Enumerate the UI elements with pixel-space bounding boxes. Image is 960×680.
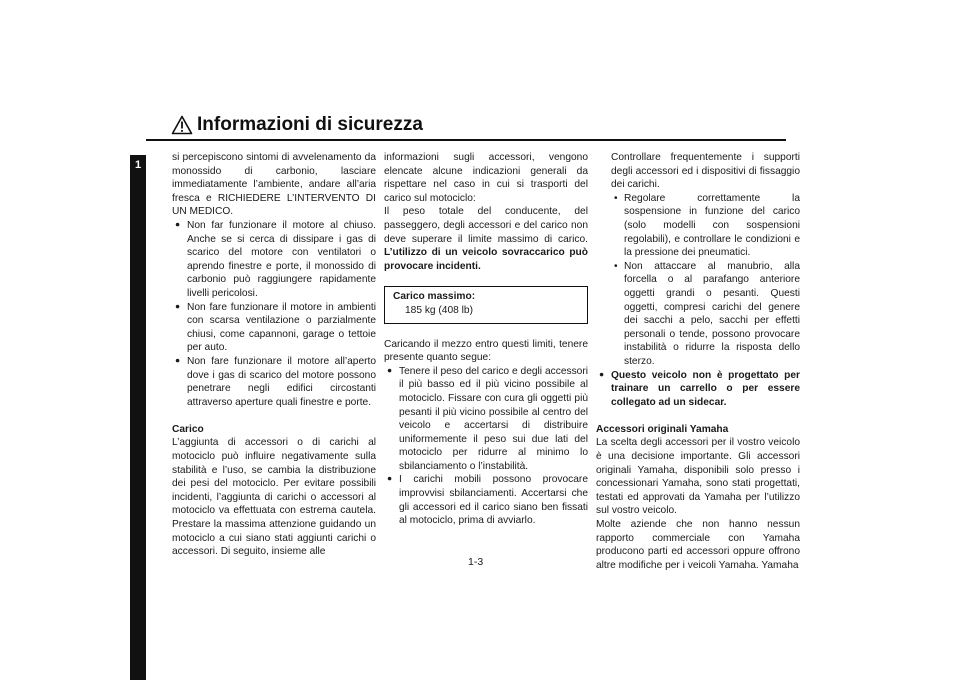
load-limit-text: Il peso totale del conducente, del passeggero, degli accessori e del carico non deve superare il limite massimo di carico. [384, 206, 588, 245]
list-item: ● I carichi mobili possono provocare improvvisi sbilanciamenti. Accertarsi che gli accessori ed il carico siano ben fissati al motociclo, prima di avviarlo. [384, 473, 588, 527]
warning-triangle-icon [171, 115, 193, 135]
chapter-number: 1 [134, 159, 142, 171]
list-item: ● Non far funzionare il motore al chiuso. Anche se si cerca di dissipare i gas di scarico del motore con ventilatori o aprendo finestre e porte, il monossido di carbonio può raggiungere rapidamente livelli pericolosi. [172, 219, 376, 301]
list-item: ● Non fare funzionare il motore in ambienti con scarsa ventilazione o parzialmente chiusi, come capannoni, garage o tettoie per auto. [172, 301, 376, 355]
accessories-paragraph: La scelta degli accessori per il vostro veicolo è una decisione importante. Gli accessori originali Yamaha, disponibili solo presso i concessionari Yamaha, sono stati progettati, testati ed approvati da Yamaha per l’utilizzo sul vostro veicolo. [596, 437, 800, 517]
list-item: ● Tenere il peso del carico e degli accessori il più basso ed il più vicino possibile al motociclo. Fissare con cura gli oggetti più pesanti il più vicino possibile al centro del veicolo e accertarsi di distribuire uniformemente il peso sui due lati del motociclo per ridurre al minimo lo sbilanciamento o l’instabilità. [384, 365, 588, 474]
co-intro-paragraph: si percepiscono sintomi di avvelenamento da monossido di carbonio, lasciare immediatamente l’ambiente, andare all’aria fresca e RICHIEDERE L’INTERVENTO DI UN MEDICO. [172, 152, 376, 218]
header-rule [146, 139, 786, 141]
accessories-paragraph-2: Molte aziende che non hanno nessun rapporto commerciale con Yamaha producono parti ed accessori oppure offrono altre modifiche per i veicoli Yamaha. Yamaha [596, 519, 800, 571]
carico-paragraph: L’aggiunta di accessori o di carichi al motociclo può influire negativamente sulla stabilità e l’uso, se cambia la distribuzione dei pesi del motociclo. Per evitare possibili incidenti, l’aggiunta di carichi o accessori al motociclo va effettuata con estrema cautela. Prestare la massima attenzione guidando un motociclo a cui siano stati aggiunti carichi o accessori. Di seguito, insieme alle [172, 437, 376, 558]
list-item: ● Non fare funzionare il motore all’aperto dove i gas di scarico del motore possono penetrare negli edifici circostanti attraverso aperture quali finestre e porte. [172, 355, 376, 409]
sub-list-item: • Non attaccare al manubrio, alla forcella o al parafango anteriore oggetti grandi o pesanti. Questi oggetti, compresi carichi del genere dei sacchi a pelo, sacchi per effetti personali o tende, possono provocare instabilità o ridurre la risposta dello sterzo. [596, 260, 800, 369]
sidecar-warning-item: ● Questo veicolo non è progettato per trainare un carrello o per essere collegato ad un sidecar. [596, 369, 800, 410]
load-intro-paragraph: informazioni sugli accessori, vengono elencate alcune indicazioni generali da rispettare nel caso in cui si trasporti del carico sul motociclo: [384, 152, 588, 204]
list-item-continuation: Controllare frequentemente i supporti degli accessori ed i dispositivi di fissaggio dei carichi. [611, 152, 800, 191]
page-number: 1-3 [468, 556, 484, 568]
overload-warning: L’utilizzo di un veicolo sovraccarico può provocare incidenti. [384, 247, 588, 272]
chapter-side-tab [130, 155, 146, 680]
load-limit-paragraph [384, 205, 588, 273]
column-1 [172, 151, 376, 559]
page-title: Informazioni di sicurezza [197, 114, 423, 135]
max-load-box [384, 286, 588, 323]
loading-guidelines-intro: Caricando il mezzo entro questi limiti, tenere presente quanto segue: [384, 338, 588, 364]
carico-heading: Carico [172, 423, 204, 435]
page-header [171, 114, 423, 136]
max-load-value: 185 kg (408 lb) [405, 304, 473, 316]
max-load-title: Carico massimo: [393, 291, 476, 303]
sub-list-item: • Regolare correttamente la sospensione in funzione del carico (solo modelli con sospensioni regolabili), e controllare le condizioni e la pressione dei pneumatici. [596, 192, 800, 260]
column-2 [384, 151, 588, 528]
column-3 [596, 151, 800, 572]
accessories-heading: Accessori originali Yamaha [596, 423, 729, 435]
